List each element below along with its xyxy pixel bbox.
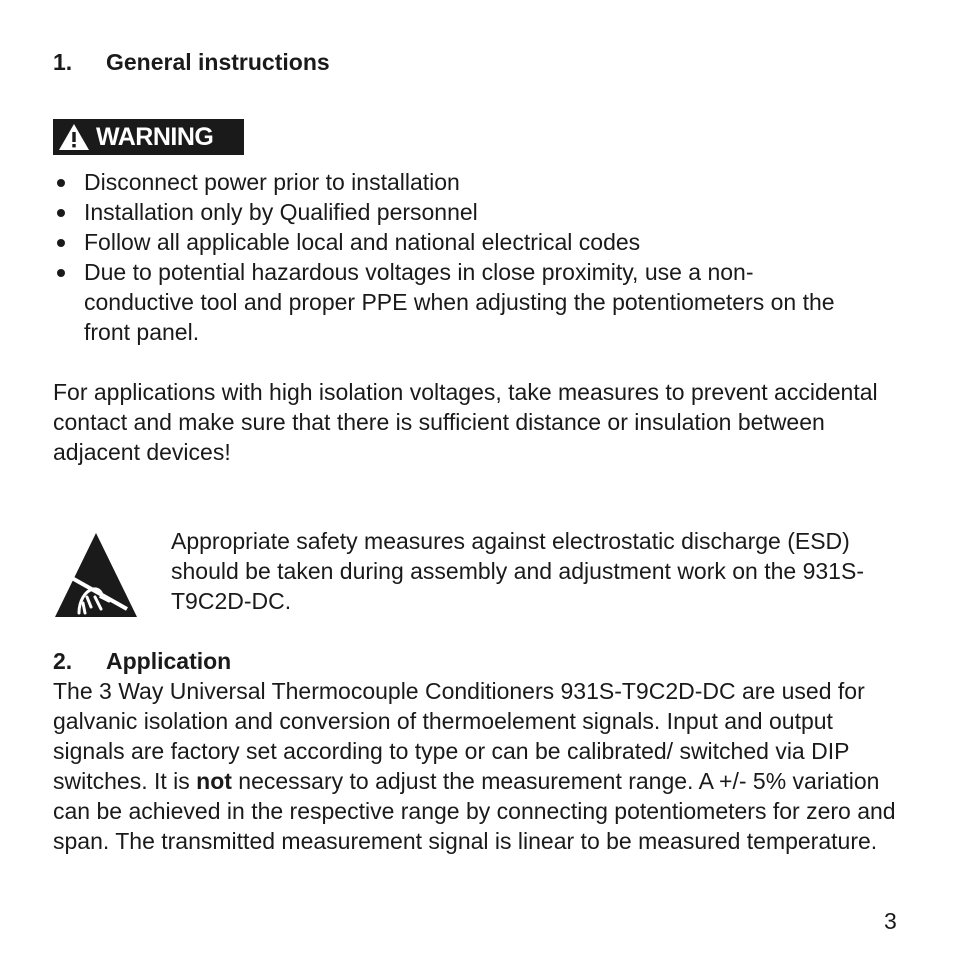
warning-item: Follow all applicable local and national electrical codes: [53, 227, 913, 257]
warning-label: WARNING: [96, 122, 214, 151]
isolation-note: For applications with high isolation voltages, take measures to prevent accidental contact and make sure that there is sufficient distance or insulation between adjacent devices!: [53, 379, 878, 465]
page-number: 3: [884, 908, 897, 934]
warning-triangle-icon: [58, 123, 90, 151]
section-1-heading: [53, 47, 330, 77]
warning-item: Installation only by Qualified personnel: [53, 197, 913, 227]
section-1-number: 1.: [53, 49, 73, 75]
section-2-number: 2.: [53, 648, 73, 674]
application-text: [53, 676, 898, 856]
application-text-part-1: The 3 Way Universal Thermocouple Conditioners 931S-T9C2D-DC are used for galvanic isolation and conversion of thermoelement signals. Input and output signals are factory set according to type or can be calibrated/ switched via DIP switches. It is: [53, 678, 865, 794]
warning-item: Due to potential hazardous voltages in close proximity, use a non-​conductive tool and proper PPE when adjusting the potentiometers on the front panel.: [53, 257, 844, 347]
application-emphasis: not: [196, 768, 232, 794]
esd-warning-icon: [53, 531, 139, 619]
warning-item: Disconnect power prior to installation: [53, 167, 913, 197]
section-2-heading: [53, 646, 231, 676]
section-1-title: General instructions: [106, 49, 330, 75]
application-text-part-2: necessary to adjust the measurement range. A +/- 5% variation can be achieved in the respective range by connecting potentiometers for zero and span. The transmitted measurement signal is linear to be measured temperature.: [53, 768, 896, 854]
section-2-title: Application: [106, 648, 232, 674]
warning-banner: [53, 119, 244, 155]
warning-list: [53, 167, 913, 347]
esd-notice: Appropriate safety measures against electrostatic discharge (ESD) should be taken during assembly and adjustment work on the 931S-T9C2D-DC.: [171, 528, 864, 614]
